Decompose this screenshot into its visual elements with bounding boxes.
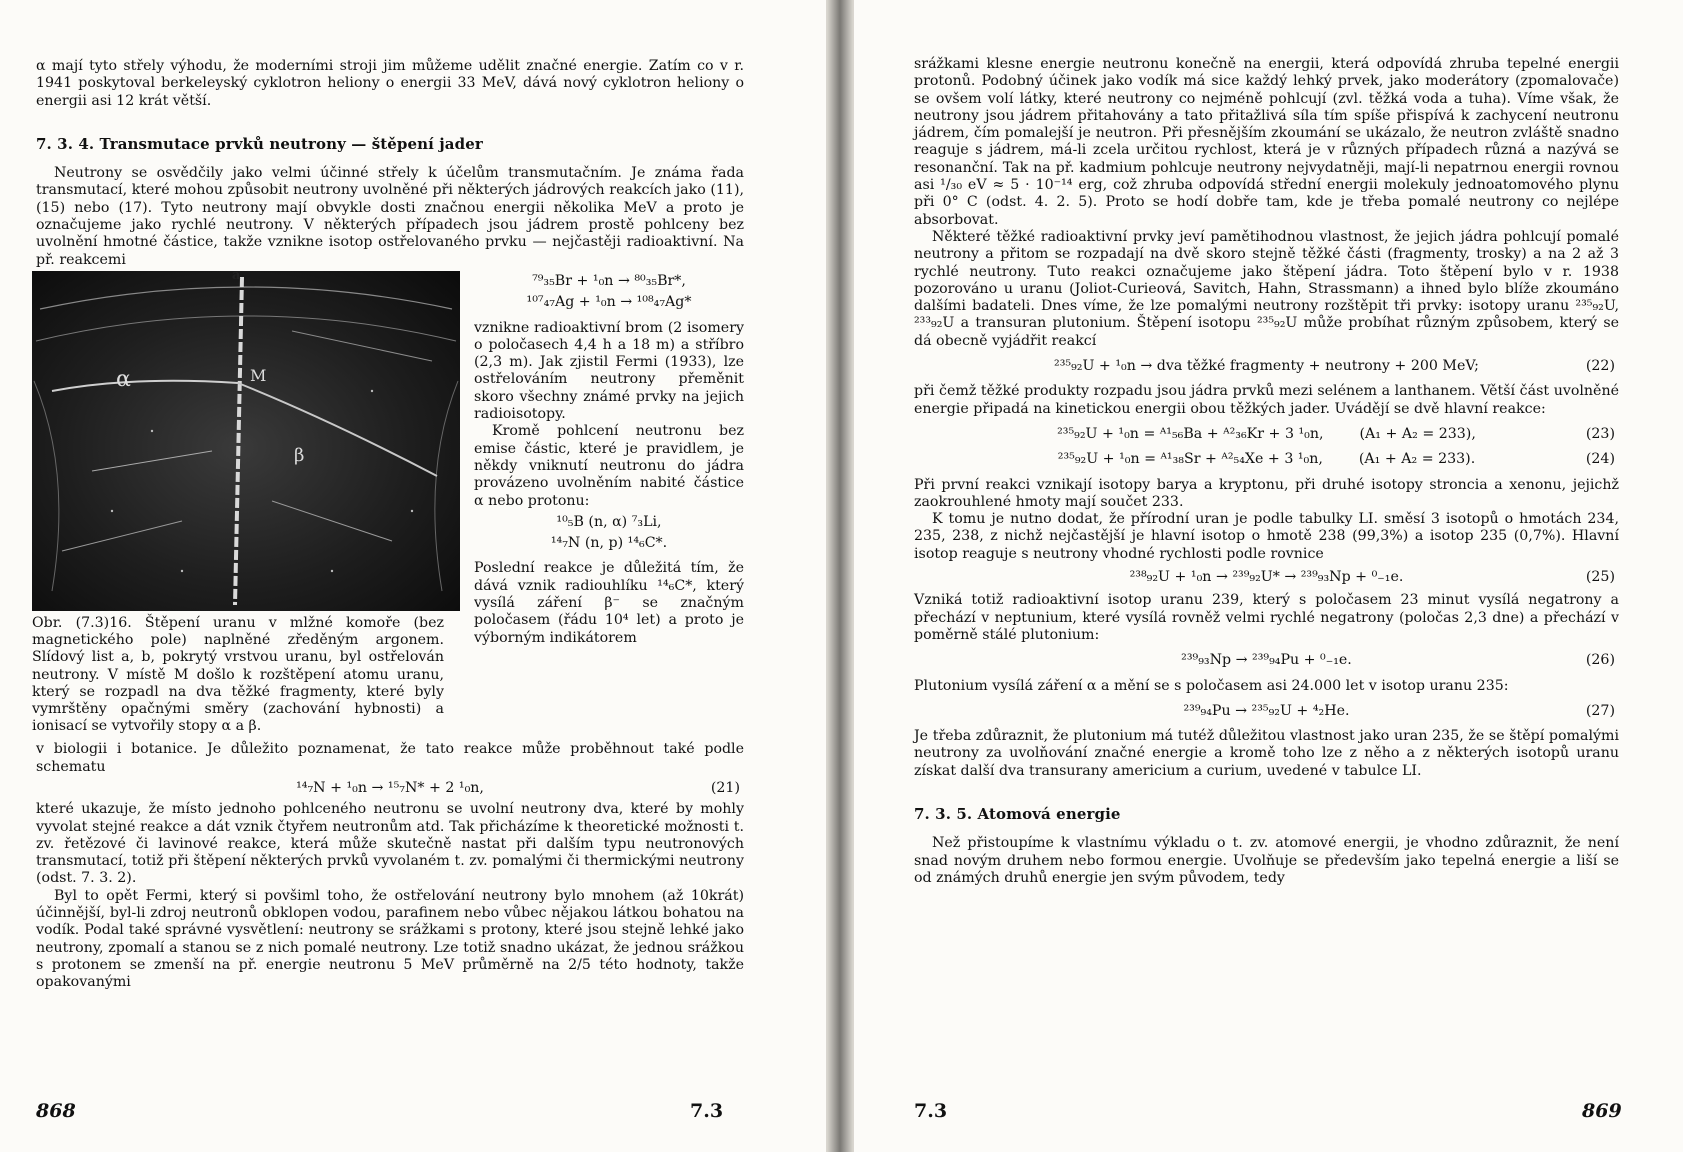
right-page <box>854 0 1683 1152</box>
paragraph: vznikne radioaktivní brom (2 isomery o poločasech 4,4 h a 18 m) a stříbro (2,3 m). Jak zjistil Fermi (1933), lze ostřelováním neutrony přeměnit skoro všechny známé prvky na jejich radioisotopy. <box>474 319 744 423</box>
intro-paragraph: α mají tyto střely výhodu, že moderními stroji jim můžeme udělit značné energie. Zatím co v r. 1941 poskytoval berkeleyský cyklotron heliony o energii 33 MeV, dává nový cyklotron heliony o energii asi 12 krát větší. <box>36 58 744 109</box>
equation-n-c: ¹⁴₇N (n, p) ¹⁴₆C*. <box>550 535 668 552</box>
equation-27: ²³⁹₉₄Pu → ²³⁵₉₂U + ⁴₂He. (27) <box>1183 702 1615 719</box>
equation-25: ²³⁸₉₂U + ¹₀n → ²³⁹₉₂U* → ²³⁹₉₃Np + ⁰₋₁e. (25) <box>1129 569 1615 586</box>
equation-number: (21) <box>710 779 740 796</box>
page-number: 869 <box>1582 1100 1622 1122</box>
section-mark: 7.3 <box>914 1100 948 1122</box>
paragraph: Některé těžké radioaktivní prvky jeví pamětihodnou vlastnost, že jejich jádra pohlcují pomalé neutrony a přitom se rozpadají na dvě skoro stejně těžké části (fragmenty, trosky) a na 2 až 3 rychlé neutrony. Tuto reakci označujeme jako štěpení jádra. Toto štěpení bylo v r. 1938 pozorováno u uranu (Joliot-Curieová, Savitch, Hahn, Strassmann) a ihned bylo blíže zkoumáno dalšími badateli. Dnes víme, že lze pomalými neutrony rozštěpit tři prvky: isotopy uranu ²³⁵₉₂U, ²³³₉₂U a transuran plutonium. Štěpení isotopu ²³⁵₉₂U může probíhat různým způsobem, který se dá obecně vyjádřit reakcí <box>914 228 1619 349</box>
right-text-column <box>914 56 1619 887</box>
equation-condition: (A₁ + A₂ = 233), <box>1359 425 1476 442</box>
equation-24: ²³⁵₉₂U + ¹₀n = ᴬ¹₃₈Sr + ᴬ²₅₄Xe + 3 ¹₀n, (A₁ + A₂ = 233). (24) <box>1057 451 1615 468</box>
page-number: 868 <box>36 1100 76 1122</box>
paragraph: K tomu je nutno dodat, že přírodní uran je podle tabulky LI. směsí 3 isotopů o hmotách 234, 235, 238, z nichž nejčastější je hlavní isotop o hmotě 238 (99,3%) a isotop 235 (0,7%). Hlavní isotop reaguje s neutrony vhodné rychlosti podle rovnice <box>914 511 1619 562</box>
cloud-chamber-photo <box>32 267 460 611</box>
equation-23: ²³⁵₉₂U + ¹₀n = ᴬ¹₅₆Ba + ᴬ²₃₆Kr + 3 ¹₀n, (A₁ + A₂ = 233), (23) <box>1057 425 1615 442</box>
left-page <box>0 0 826 1152</box>
equation-number: (22) <box>1585 358 1615 375</box>
photo-mark-alpha: α <box>116 366 131 392</box>
fission-tracks-graphic <box>32 271 460 611</box>
equation-21: ¹⁴₇N + ¹₀n → ¹⁵₇N* + 2 ¹₀n, (21) <box>296 779 740 796</box>
equation-number: (25) <box>1585 569 1615 586</box>
paragraph: Poslední reakce je důležitá tím, že dává vznik radiouhlíku ¹⁴₆C*, který vysílá záření β⁻ se značným poločasem (řádu 10⁴ let) a proto je výborným indikátorem <box>474 560 744 646</box>
paragraph: Plutonium vysílá záření α a mění se s poločasem asi 24.000 let v isotop uranu 235: <box>914 677 1509 694</box>
paragraph: Neutrony se osvědčily jako velmi účinné střely k účelům transmutačním. Je známa řada transmutací, které mohou způsobit neutrony uvolněné při některých jádrových reakcích jako (11), (15) nebo (17). Tyto neutrony mají obvykle dosti značnou energii několika MeV a proto je označujeme jako rychlé neutrony. V některých případech jsou jádrem prostě pohlceny bez uvolnění hmotné částice, takže vznikne isotop ostřelovaného prvku — nejčastěji radioaktivní. Na př. reakcemi <box>36 165 744 268</box>
equation-br: ⁷⁹₃₅Br + ¹₀n → ⁸⁰₃₅Br*, <box>532 272 686 289</box>
paragraph: Vzniká totiž radioaktivní isotop uranu 239, který s poločasem 23 minut vysílá negatrony a přechází v neptunium, které vysílá rovněž velmi rychlé negatrony (poločas 2,3 dne) a přechází v poměrně stálé plutonium: <box>914 592 1619 643</box>
paragraph: Při první reakci vznikají isotopy barya a kryptonu, při druhé isotopy stroncia a xenonu, jejichž zaokrouhlené hmoty mají součet 233. <box>914 476 1619 510</box>
equation-number: (23) <box>1585 425 1615 442</box>
section-heading-7-3-4: 7. 3. 4. Transmutace prvků neutrony — štěpení jader <box>36 134 483 153</box>
equation-22: ²³⁵₉₂U + ¹₀n → dva těžké fragmenty + neutrony + 200 MeV; (22) <box>1054 358 1615 375</box>
paragraph: Byl to opět Fermi, který si povšiml toho, že ostřelování neutrony bylo mnohem (až 10krát) účinnější, byl-li zdroj neutronů obklopen vodou, parafinem nebo vůbec nějakou látkou bohatou na vodík. Podal také správné vysvětlení: neutrony se srážkami s protony, které jsou stejně lehké jako neutrony, zpomalí a stanou se z nich pomalé neutrony. Lze totiž snadno ukázat, že jednou srážkou s protonem se zmenší na př. energie neutronu 5 MeV průměrně na 2/5 této hodnoty, takže opakovanými <box>36 887 744 991</box>
equation-number: (24) <box>1585 451 1615 468</box>
section-heading-7-3-5: 7. 3. 5. Atomová energie <box>914 804 1121 823</box>
paragraph: které ukazuje, že místo jednoho pohlceného neutronu se uvolní neutrony dva, které by mohly vyvolat stejné reakce a dát vznik čtyřem neutronům atd. Tak přicházíme k theoretické možnosti t. zv. řetězové či lavinové reakce, která může skutečně nastat při dalším typu neutronových transmutací, totiž při štěpení některých prvků vyvolaném t. zv. pomalými či thermickými neutrony (odst. 7. 3. 2). <box>36 801 744 887</box>
paragraph: Je třeba zdůraznit, že plutonium má tutéž důležitou vlastnost jako uran 235, že se štěpí pomalými neutrony za uvolňování značné energie a kromě toho lze z něho a z některých isotopů uranu získat další dva transurany americium a curium, uvedené v tabulce LI. <box>914 728 1619 779</box>
photo-label-a: a <box>232 267 241 283</box>
side-column <box>474 269 744 647</box>
equation-26: ²³⁹₉₃Np → ²³⁹₉₄Pu + ⁰₋₁e. (26) <box>1181 652 1615 669</box>
paragraph: srážkami klesne energie neutronu konečně na energii, která odpovídá zhruba tepelné energii protonů. Podobný účinek jako vodík má sice každý lehký prvek, jako moderátory (zpomalovače) se ovšem volí látky, které neutrony co nejméně pohlcují (zvl. těžká voda a tuha). Víme však, že neutrony jsou jádrem přitahovány a tato přitažlivá síla tím spíše přispívá k zachycení neutronu jádrem, čím pomalejší je neutron. Při přesnějším zkoumání se ukázalo, že neutron zvláště snadno reaguje s jádrem, má-li zcela určitou rychlost, která je v různých případech různá a nazývá se resonanční. Tak na př. kadmium pohlcuje neutrony nejvydatněji, mají-li nepatrnou energii rovnou asi ¹/₃₀ eV ≈ 5 · 10⁻¹⁴ erg, což zhruba odpovídá střední energii molekuly jednoatomového plynu při 0° C (odst. 4. 2. 5). Proto se hodí dobře tam, kde je třeba pomalé neutrony co nejlépe absorbovat. <box>914 56 1619 228</box>
figure-caption: Obr. (7.3)16. Štěpení uranu v mlžné komoře (bez magnetického pole) naplněné zředěným argonem. Slídový list a, b, pokrytý vrstvou uranu, byl ostřelován neutrony. V místě M došlo k rozštěpení atomu uranu, který se rozpadl na dva těžké fragmenty, které byly vymrštěny opačnými směry (zachování hybnosti) a ionisací se vytvořily stopy α a β. <box>32 614 444 735</box>
equation-number: (27) <box>1585 702 1615 719</box>
section-mark: 7.3 <box>690 1100 724 1122</box>
paragraph: Kromě pohlcení neutronu bez emise částic, které je pravidlem, je někdy vniknutí neutronu do jádra provázeno uvolněním nabité částice α nebo protonu: <box>474 423 744 509</box>
paragraph: v biologii i botanice. Je důležito poznamenat, že tato reakce může proběhnout také podle schematu <box>36 741 744 775</box>
equation-number: (26) <box>1585 652 1615 669</box>
equation-ag: ¹⁰⁷₄₇Ag + ¹₀n → ¹⁰⁸₄₇Ag* <box>526 294 692 311</box>
equation-condition: (A₁ + A₂ = 233). <box>1358 451 1476 468</box>
photo-mark-beta: β <box>294 444 305 466</box>
paragraph: při čemž těžké produkty rozpadu jsou jádra prvků mezi selénem a lanthanem. Větší část uvolněné energie připadá na kinetickou energii obou těžkých jader. Uvádějí se dvě hlavní reakce: <box>914 383 1619 417</box>
photo-mark-m: M <box>250 365 267 385</box>
paragraph: Než přistoupíme k vlastnímu výkladu o t. zv. atomové energii, je vhodno zdůraznit, že není snad novým druhem nebo formou energie. Uvolňuje se především jako tepelná energie a liší se od známých druhů energie jen svým původem, tedy <box>914 835 1619 886</box>
left-text-column <box>32 58 744 992</box>
equation-b-li: ¹⁰₅B (n, α) ⁷₃Li, <box>556 513 662 530</box>
